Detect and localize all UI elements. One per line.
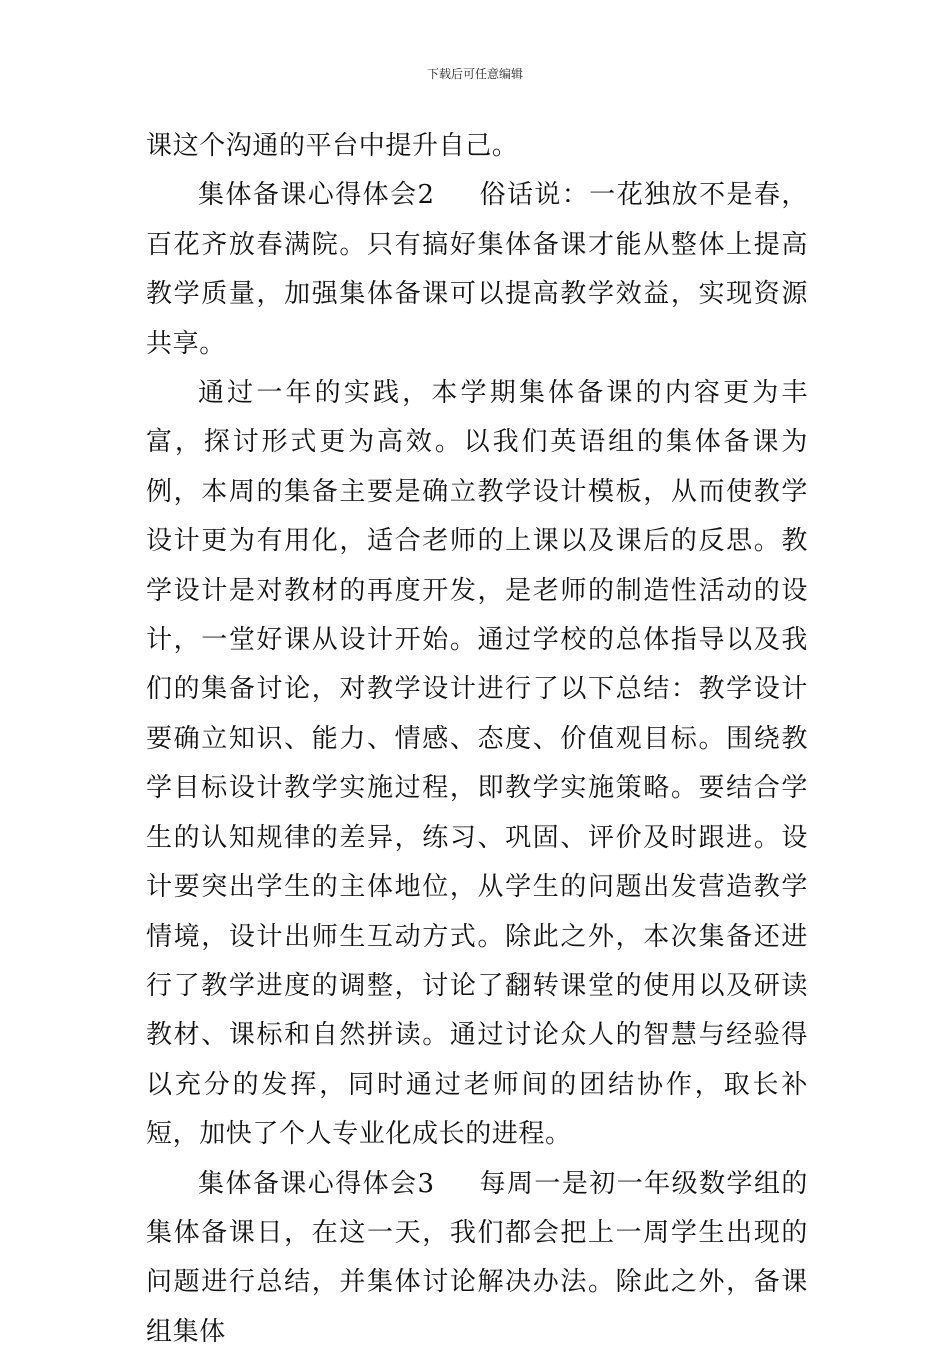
section-heading-2: 集体备课心得体会2 [198,180,435,211]
section-heading-3: 集体备课心得体会3 [198,1168,435,1199]
paragraph-2 [146,171,808,369]
paragraph-4-text: 每周一是初一年级数学组的集体备课日，在这一天，我们都会把上一周学生出现的问题进行总结，并集体讨论解决办法。除此之外，备课组集体 [146,1168,808,1347]
page-header: 下载后可任意编辑 [426,67,523,81]
paragraph-4 [146,1160,808,1357]
paragraph-2-text: 俗话说：一花独放不是春，百花齐放春满院。只有搞好集体备课才能从整体上提高教学质量，加强集体备课可以提高教学效益，实现资源共享。 [146,180,808,359]
paragraph-3: 通过一年的实践，本学期集体备课的内容更为丰富，探讨形式更为高效。以我们英语组的集体备课为例，本周的集备主要是确立教学设计模板，从而使教学设计更为有用化，适合老师的上课以及课后的反思。教学设计是对教材的再度开发，是老师的制造性活动的设计，一堂好课从设计开始。通过学校的总体指导以及我们的集备讨论，对教学设计进行了以下总结：教学设计要确立知识、能力、情感、态度、价值观目标。围绕教学目标设计教学实施过程，即教学实施策略。要结合学生的认知规律的差异，练习、巩固、评价及时跟进。设计要突出学生的主体地位，从学生的问题出发营造教学情境，设计出师生互动方式。除此之外，本次集备还进行了教学进度的调整，讨论了翻转课堂的使用以及研读教材、课标和自然拼读。通过讨论众人的智慧与经验得以充分的发挥，同时通过老师间的团结协作，取长补短，加快了个人专业化成长的进程。 [146,378,808,1150]
document-body [146,122,808,1357]
paragraph-continuation: 课这个沟通的平台中提升自己。 [146,131,519,161]
